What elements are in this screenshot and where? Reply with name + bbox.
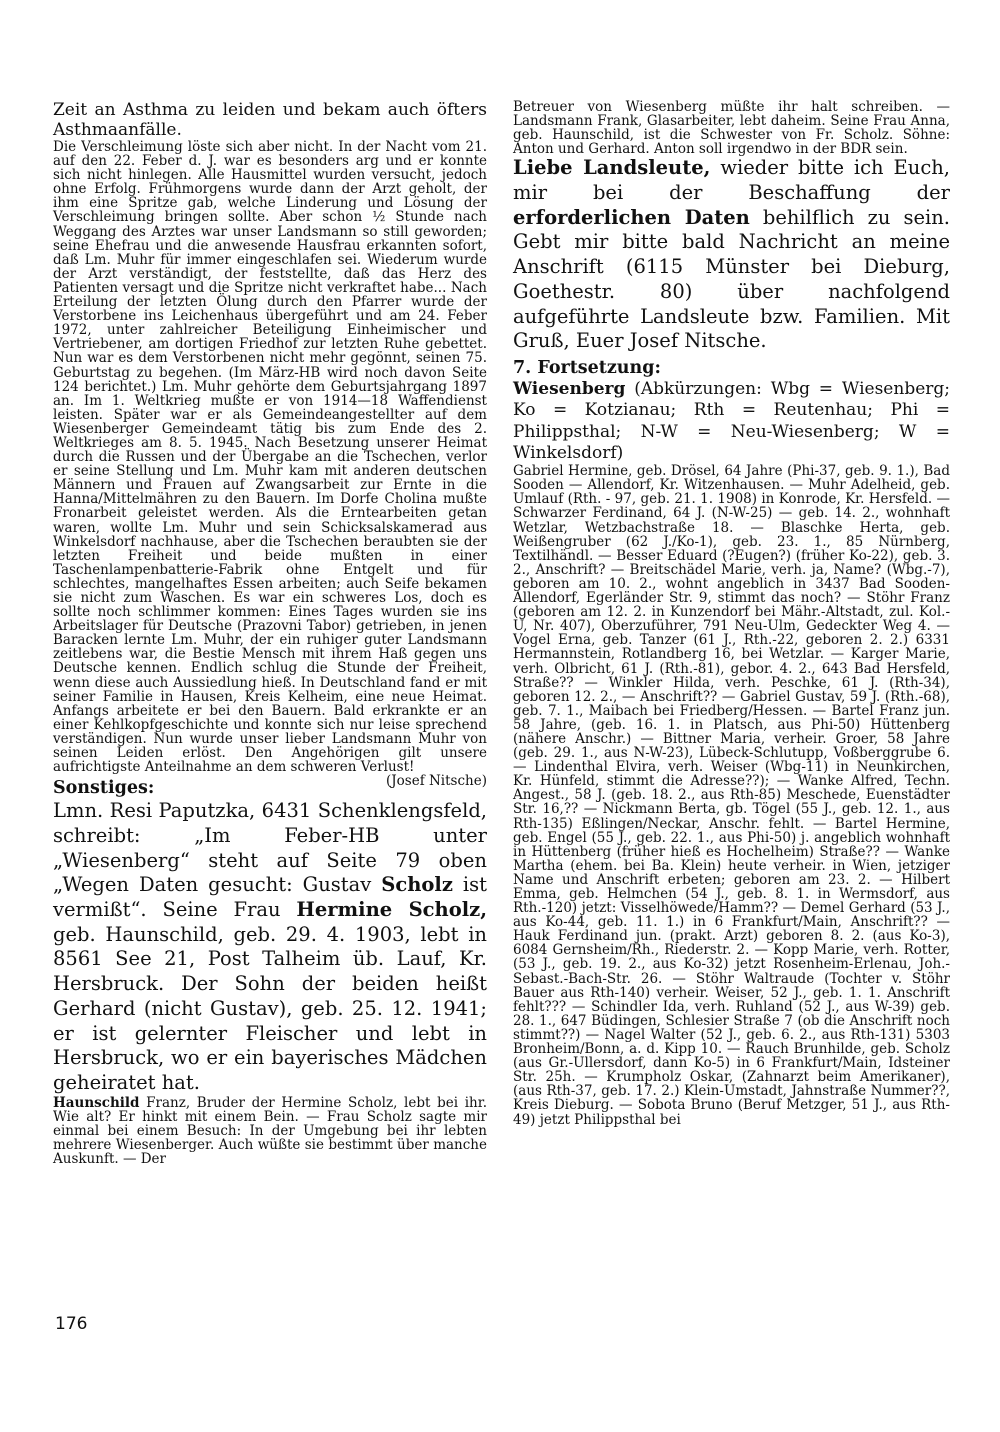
persons-list: Gabriel Hermine, geb. Drösel, 64 Jahre (Phi-37, geb. 9. 1.), Bad Sooden — Allendorf, Kr. Witzenhausen. — Muhr Adelheid, geb. Umlauf (Rth. - 97, geb. 21. 1. 1908) in Konrode, Kr. Hersfeld. — Schwarzer Ferdinand, 64 J. (N-W-25) — geb. 14. 2., wohnhaft Wetzlar, Wetzbachstraße 18. — Blaschke Herta, geb. Weißengruber (62 J./Ko-1), geb. 23. 1., 85 Nürnberg, Textilhändl. — Besser Eduard (?Eugen?) (früher Ko-22), geb. 3. 2., Anschrift? — Breitschädel Marie, verh. ja, Name? (Wbg.-7), geboren am 10. 2., wohnt angeblich in 3437 Bad Sooden-Allendorf, Egerländer Str. 9, stimmt das noch? — Stöhr Franz (geboren am 12. 2. in Kunzendorf bei Mähr.-Altstadt, zul. Kol.-U, Nr. 407), Oberzuführer, 791 Neu-Ulm, Gedeckter Weg 4. — Vogel Erna, geb. Tanzer (61 J., Rth.-22, geboren 2. 2.) 6331 Hermannstein, Rotlandberg 16, bei Wetzlar. — Karger Marie, verh. Olbricht, 61 J. (Rth.-81), gebor. 4. 2., 643 Bad Hersfeld, Straße?? — Winkler Hilda, verh. Peschke, 61 J. (Rth-34), geboren 12. 2., — Anschrift?? — Gabriel Gustav, 59 J. (Rth.-68), geb. 7. 1., Maibach bei Friedberg/Hessen. — Bartel Franz jun. 58 Jahre, (geb. 16. 1. in Platsch, aus Phi-50) Hüttenberg (nähere Anschr.) — Bittner Maria, verheir. Groer, 58 Jahre (geb. 29. 1., aus N-W-23), Lübeck-Schlutupp, Voßberggrube 6. — Lindenthal Elvira, verh. Weiser (Wbg-11) in Neunkirchen, Kr. Hünfeld, stimmt die Adresse??); — Wanke Alfred, Techn. Angest., 58 J. (geb. 18. 2., aus Rth-85) Meschede, Euenstädter Str. 16,?? — Nickmann Berta, gb. Tögel (55 J., geb. 12. 1., aus Rth-135) Eßlingen/Neckar, Anschr. fehlt. — Bartel Hermine, geb. Engel (55 J., geb. 22. 1., aus Phi-50) j. angeblich wohnhaft in Hüttenberg (früher hieß es Hochelheim) Straße?? — Wanke Martha (ehem. bei Ba. Klein) heute verheir. in Wien, jetziger Name und Anschrift erbeten; geboren am 23. 2. — Hilbert Emma, geb. Helmchen (54 J., geb. 8. 1. in Wermsdorf, aus Rth.-120) jetzt: Visselhöwede/Hamm?? — Demel Gerhard (53 J., aus Ko-44, geb. 11. 1.) in 6 Frankfurt/Main, Anschrift?? — Hauk Ferdinand jun. (prakt. Arzt) geboren 8. 2. (aus Ko-3), 6084 Gernsheim/Rh., Riederstr. 2. — Kopp Marie, verh. Rotter, (53 J., geb. 19. 2., aus Ko-32) jetzt Rosenheim-Erlenau, Joh.-Sebast.-Bach-Str. 26. — Stöhr Waltraude (Tochter v. Stöhr Bauer aus Rth-140) verheir. Weiser, 52 J., geb. 1. 1. Anschrift fehlt??? — Schindler Ida, verh. Ruhland (52 J., aus W-39) geb. 28. 1., 647 Büdingen, Schlesier Straße 7 (ob die Anschrift noch stimmt??) — Nagel Walter (52 J., geb. 6. 2., aus Rth-131) 5303 Bronheim/Bonn, a. d. Kipp 10. — Rauch Brunhilde, geb. Scholz (aus Gr.-Ullersdorf, dann Ko-5) in 6 Frankfurt/Main, Idsteiner Str. 25h. — Krumpholz Oskar, (Zahnarzt beim Amerikaner), (aus Rth-37, geb. 17. 2.) Klein-Umstadt, Jahnstraße Nummer??, Kreis Dieburg. — Sobota Bruno (Beruf Metzger, 51 J., aus Rth-49) jetzt Philippsthal bei bbox=[513, 463, 950, 1128]
letter-text-1: Lmn. Resi Paputzka, 6431 Schenklengsfeld, schreibt: „Im Feber-HB unter „Wiesenberg“ steht auf Seite 79 oben „Wegen Daten gesucht: Gustav bbox=[53, 799, 487, 897]
appeal-text-1: wieder bitte ich Euch, mir bei der Beschaffung der bbox=[513, 156, 950, 205]
right-column bbox=[513, 100, 950, 1127]
signature: (Josef Nitsche) bbox=[385, 773, 487, 790]
abbreviations-text: (Abkürzungen: Wbg = Wiesenberg; Ko = Kotzianau; Rth = Reutenhau; Phi = Philippsthal; N-W = Neu-Wiesenberg; W = Winkelsdorf) bbox=[513, 379, 950, 463]
appeal-greeting: Liebe Landsleute, bbox=[513, 156, 711, 180]
abbreviations-paragraph bbox=[513, 379, 950, 464]
intro-paragraph: Zeit an Asthma zu leiden und bekam auch öfters Asthmaanfälle. bbox=[53, 100, 487, 140]
wiesenberg-label: Wiesenberg bbox=[513, 379, 626, 399]
section-heading-fortsetzung: 7. Fortsetzung: bbox=[513, 358, 661, 378]
haunschild-paragraph bbox=[53, 1096, 487, 1166]
letter-paragraph bbox=[53, 799, 487, 1095]
name-hermine-scholz: Hermine Scholz, bbox=[296, 898, 487, 922]
haunschild-text: Franz, Bruder der Hermine Scholz, lebt bei ihr. Wie alt? Er hinkt mit einem Bein. — Frau Scholz sagte mir einmal bei einem Besuch: In der Umgebung bei ihr lebten mehrere Wiesenberger. Auch wüßte sie bestimmt über manche Auskunft. — Der bbox=[53, 1094, 487, 1168]
letter-text-2: ist vermißt“. Seine Frau bbox=[53, 873, 487, 922]
appeal-paragraph bbox=[513, 156, 950, 354]
section-heading-sonstiges: Sonstiges: bbox=[53, 778, 155, 799]
page-number: 176 bbox=[55, 1314, 88, 1334]
obituary-text: Die Verschleimung löste sich aber nicht. In der Nacht vom 21. auf den 22. Feber d. J. war es besonders arg und er konnte sich nicht hinlegen. Alle Hausmittel wurden versucht, jedoch ohne Erfolg. Frühmorgens wurde dann der Arzt geholt, der ihm eine Spritze gab, welche Linderung und Lösung der Verschleimung bringen sollte. Aber schon ½ Stunde nach Weggang des Arztes war unser Landsmann so still geworden; seine Ehefrau und die anwesende Hausfrau erkannten sofort, daß Lm. Muhr für immer eingeschlafen sei. Wiederum wurde der Arzt verständigt, der feststellte, daß das Herz des Patienten versagt und die Spritze nicht verkraftet habe... Nach Erteilung der letzten Ölung durch den Pfarrer wurde der Verstorbene ins Leichenhaus übergeführt und am 24. Feber 1972, unter zahlreicher Beteiligung Einheimischer und Vertriebener, am dortigen Friedhof zur letzten Ruhe gebettet. Nun war es dem Verstorbenen nicht mehr gegönnt, seinen 75. Geburtstag zu begehen. (Im März-HB wird noch davon Seite 124 berichtet.) Lm. Muhr gehörte dem Geburtsjahrgang 1897 an. Im 1. Weltkrieg mußte er von 1914—18 Waffendienst leisten. Später war er als Gemeindeangestellter auf dem Wiesenberger Gemeindeamt tätig bis zum Ende des 2. Weltkrieges am 8. 5. 1945. Nach Besetzung unserer Heimat durch die Russen und der Übergabe an die Tschechen, verlor er seine Stellung und Lm. Muhr kam mit anderen deutschen Männern und Frauen auf Zwangsarbeit zur Ernte in die Hanna/Mittelmähren zu den Bauern. Im Dorfe Cholina mußte Fronarbeit geleistet werden. Als die Erntearbeiten getan waren, wollte Lm. Muhr und sein Schicksalskamerad aus Winkelsdorf nachhause, aber die Tschechen beraubten sie der letzten Freiheit und beide mußten in einer Taschenlampenbatterie-Fabrik ohne Entgelt und für schlechtes, mangelhaftes Essen arbeiten; auch Seife bekamen sie nicht zum Waschen. Es war ein schweres Los, doch es sollte noch schlimmer kommen: Eines Tages wurden sie ins Arbeitslager für Deutsche (Prazovni Tabor) getrieben, in jenen Baracken lernte Lm. Muhr, der ein ruhiger guter Landsmann zeitlebens war, die Bestie Mensch mit ihrem Haß gegen uns Deutsche kennen. Endlich schlug die Stunde der Freiheit, wenn diese auch Aussiedlung hieß. In Deutschland fand er mit seiner Familie in Hausen, Kreis Kelheim, eine neue Heimat. Anfangs arbeitete er bei den Bauern. Bald erkrankte er an einer Kehlkopfgeschichte und konnte sich nur leise sprechend verständigen. Nun wurde unser lieber Landsmann Muhr von seinen Leiden erlöst. Den Angehörigen gilt unsere aufrichtigste Anteilnahme an dem schweren Verlust! bbox=[53, 139, 487, 776]
left-column bbox=[53, 100, 487, 1166]
betreuer-paragraph: Betreuer von Wiesenberg müßte ihr halt schreiben. — Landsmann Frank, Glasarbeiter, lebt daheim. Seine Frau Anna, geb. Haunschild, ist die Schwester von Fr. Scholz. Söhne: Anton und Gerhard. Anton soll irgendwo in der BDR sein. bbox=[513, 99, 950, 158]
name-haunschild: Haunschild bbox=[53, 1094, 140, 1111]
letter-text-3: geb. Haunschild, geb. 29. 4. 1903, lebt in 8561 See 21, Post Talheim üb. Lauf, Kr. Hersbruck. Der Sohn der beiden heißt Gerhard (nicht Gustav), geb. 25. 12. 1941; er ist gelernter Fleischer und lebt in Hersbruck, wo er ein bayerisches Mädchen geheiratet hat. bbox=[53, 922, 487, 1094]
appeal-text-2: behilflich zu sein. Gebt mir bitte bald Nachricht an meine Anschrift (6115 Münster bei Dieburg, Goethestr. 80) über nachfolgend aufgeführte Landsleute bzw. Familien. Mit Gruß, Euer Josef Nitsche. bbox=[513, 205, 950, 353]
name-scholz: Scholz bbox=[381, 873, 453, 897]
appeal-emphasis: erforderlichen Daten bbox=[513, 205, 750, 229]
